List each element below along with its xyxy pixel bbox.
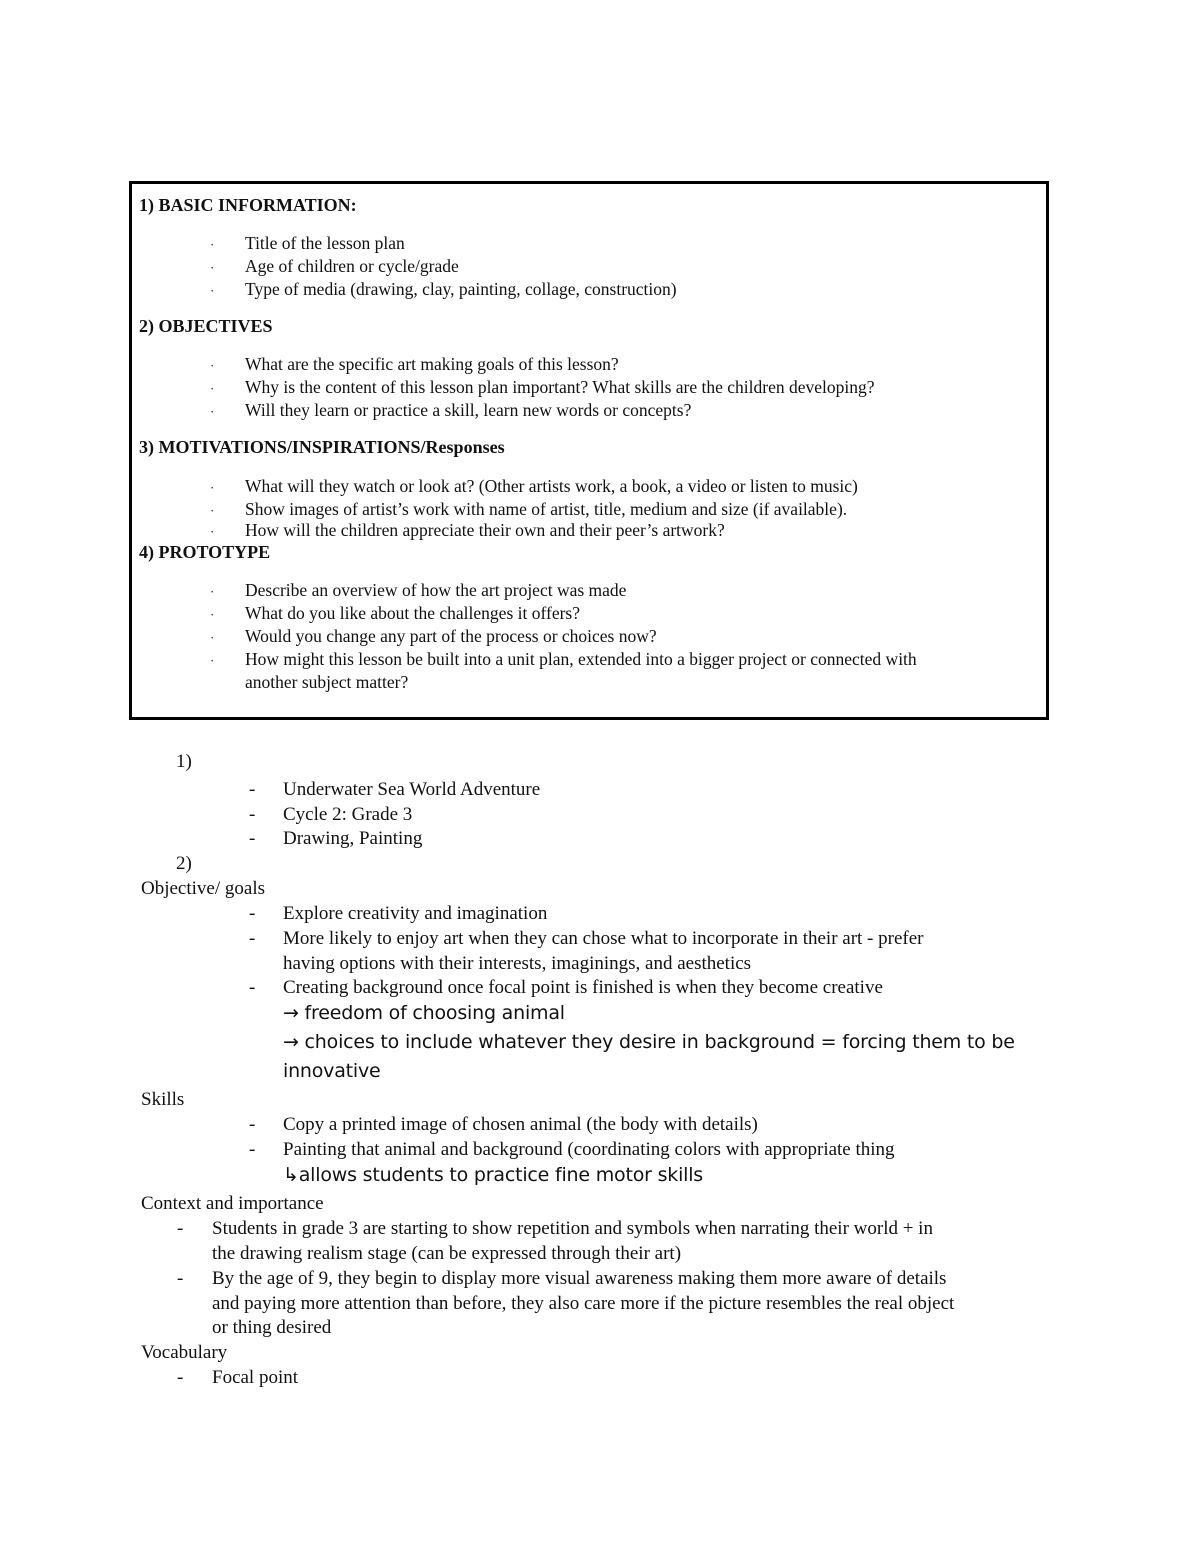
context-item: Students in grade 3 are starting to show repetition and symbols when narrating their world + in [212, 1218, 933, 1239]
bullet-icon: · [210, 653, 215, 668]
dash-marker: - [249, 928, 256, 949]
context-item-continuation: and paying more attention than before, they also care more if the picture resembles the real object [212, 1293, 955, 1314]
skill-item: Copy a printed image of chosen animal (the body with details) [283, 1114, 758, 1135]
bullet-item: Would you change any part of the process or choices now? [245, 626, 657, 646]
bullet-item: What do you like about the challenges it offers? [245, 603, 580, 623]
objective-item-continuation: having options with their interests, imaginings, and aesthetics [283, 953, 752, 974]
bullet-item: What are the specific art making goals of this lesson? [245, 354, 619, 374]
lesson-media: Drawing, Painting [283, 828, 423, 849]
bullet-item: Why is the content of this lesson plan important? What skills are the children developing? [245, 377, 875, 397]
objective-item: Explore creativity and imagination [283, 903, 548, 924]
bullet-icon: · [210, 503, 215, 518]
dash-marker: - [249, 1114, 256, 1135]
context-item: By the age of 9, they begin to display more visual awareness making them more aware of details [212, 1268, 947, 1289]
bullet-item: Type of media (drawing, clay, painting, collage, construction) [245, 279, 677, 299]
bullet-item: Age of children or cycle/grade [245, 256, 459, 276]
bullet-icon: · [210, 584, 215, 599]
bullet-icon: · [210, 480, 215, 495]
dash-marker: - [177, 1268, 184, 1289]
objective-item: Creating background once focal point is finished is when they become creative [283, 977, 883, 998]
answer-number-2: 2) [176, 853, 192, 874]
bullet-icon: · [210, 607, 215, 622]
dash-marker: - [249, 804, 256, 825]
bullet-icon: · [210, 358, 215, 373]
bullet-item: Title of the lesson plan [245, 233, 405, 253]
bullet-icon: · [210, 237, 215, 252]
objective-heading: Objective/ goals [141, 878, 265, 899]
bullet-item: How might this lesson be built into a unit plan, extended into a bigger project or connected with [245, 649, 917, 669]
bullet-item: What will they watch or look at? (Other artists work, a book, a video or listen to music) [245, 476, 858, 496]
objective-note-continuation: innovative [283, 1060, 381, 1082]
dash-marker: - [249, 977, 256, 998]
bullet-item: How will the children appreciate their own and their peer’s artwork? [245, 520, 725, 540]
vocabulary-heading: Vocabulary [141, 1342, 228, 1363]
bullet-icon: · [210, 381, 215, 396]
section-heading-objectives: 2) OBJECTIVES [139, 316, 273, 336]
bullet-item: Show images of artist’s work with name of artist, title, medium and size (if available). [245, 499, 848, 519]
section-heading-basic-info: 1) BASIC INFORMATION: [139, 195, 357, 215]
bullet-icon: · [210, 404, 215, 419]
bullet-icon: · [210, 524, 215, 539]
bullet-item: Will they learn or practice a skill, learn new words or concepts? [245, 400, 692, 420]
objective-note: → freedom of choosing animal [283, 1002, 565, 1024]
dash-marker: - [249, 828, 256, 849]
section-heading-motivations: 3) MOTIVATIONS/INSPIRATIONS/Responses [139, 437, 505, 457]
answer-number-1: 1) [176, 751, 192, 772]
context-item-continuation: or thing desired [212, 1317, 332, 1338]
vocabulary-item: Focal point [212, 1367, 299, 1388]
bullet-icon: · [210, 283, 215, 298]
bullet-icon: · [210, 630, 215, 645]
context-heading: Context and importance [141, 1193, 324, 1214]
dash-marker: - [249, 779, 256, 800]
bullet-item-continuation: another subject matter? [245, 672, 409, 692]
bullet-item: Describe an overview of how the art project was made [245, 580, 627, 600]
context-item-continuation: the drawing realism stage (can be expressed through their art) [212, 1243, 682, 1264]
skills-heading: Skills [141, 1089, 185, 1110]
dash-marker: - [177, 1218, 184, 1239]
section-heading-prototype: 4) PROTOTYPE [139, 542, 271, 562]
skill-note: ↳allows students to practice fine motor skills [283, 1164, 704, 1186]
skill-item: Painting that animal and background (coordinating colors with appropriate thing [283, 1139, 895, 1160]
lesson-grade: Cycle 2: Grade 3 [283, 804, 413, 825]
bullet-icon: · [210, 260, 215, 275]
objective-item: More likely to enjoy art when they can chose what to incorporate in their art - prefer [283, 928, 924, 949]
dash-marker: - [249, 1139, 256, 1160]
objective-note: → choices to include whatever they desire in background = forcing them to be [283, 1031, 1015, 1053]
lesson-title: Underwater Sea World Adventure [283, 779, 541, 800]
dash-marker: - [177, 1367, 184, 1388]
dash-marker: - [249, 903, 256, 924]
